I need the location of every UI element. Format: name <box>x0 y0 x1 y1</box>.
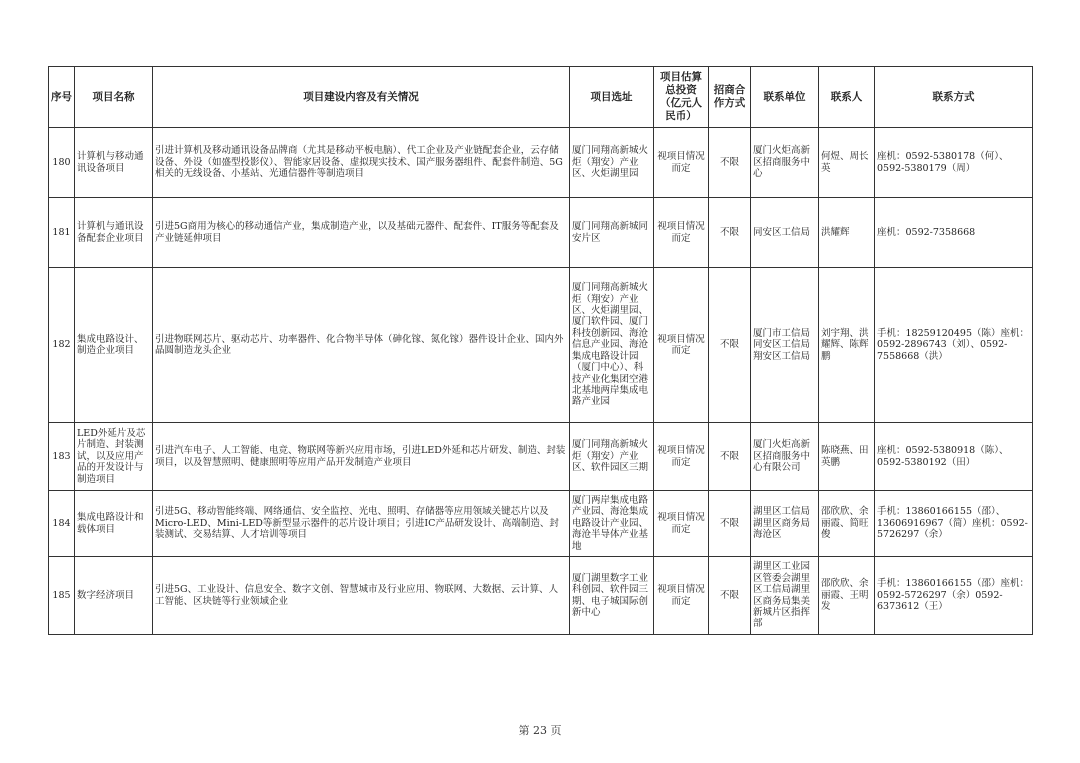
table-row <box>49 423 1033 491</box>
cell-name: 数字经济项目 <box>75 557 153 635</box>
cell-investment: 视项目情况而定 <box>654 198 709 268</box>
cell-unit: 厦门市工信局同安区工信局翔安区工信局 <box>751 268 819 423</box>
cell-investment: 视项目情况而定 <box>654 557 709 635</box>
cell-mode: 不限 <box>709 423 751 491</box>
cell-contact: 座机：0592-5380178（何）、0592-5380179（周） <box>875 128 1033 198</box>
page-number: 第 23 页 <box>518 724 562 737</box>
cell-unit: 厦门火炬高新区招商服务中心有限公司 <box>751 423 819 491</box>
cell-person: 邵欣欣、余丽霞、王明发 <box>819 557 875 635</box>
table-row <box>49 491 1033 557</box>
cell-person: 刘宇翔、洪耀辉、陈辉鹏 <box>819 268 875 423</box>
cell-no: 185 <box>49 557 75 635</box>
cell-site: 厦门同翔高新城火炬（翔安）产业区、软件园区三期 <box>570 423 654 491</box>
cell-name: 计算机与通讯设备配套企业项目 <box>75 198 153 268</box>
cell-contact: 座机：0592-7358668 <box>875 198 1033 268</box>
header-content: 项目建设内容及有关情况 <box>153 67 570 128</box>
cell-mode: 不限 <box>709 268 751 423</box>
cell-content: 引进5G、移动智能终端、网络通信、安全监控、光电、照明、存储器等应用领域关键芯片以及Micro-LED、Mini-LED等新型显示器件的芯片设计项目；引进IC产品研发设计、高端制造、封装测试、交易结算、人才培训等项目 <box>153 491 570 557</box>
cell-site: 厦门同翔高新城同安片区 <box>570 198 654 268</box>
cell-no: 183 <box>49 423 75 491</box>
cell-unit: 湖里区工业园区管委会湖里区工信局湖里区商务局集美新城片区指挥部 <box>751 557 819 635</box>
cell-contact: 手机：13860166155（邵）、13606916967（简）座机：0592-5726297（余） <box>875 491 1033 557</box>
table-row <box>49 268 1033 423</box>
cell-unit: 同安区工信局 <box>751 198 819 268</box>
header-contact: 联系方式 <box>875 67 1033 128</box>
cell-contact: 座机：0592-5380918（陈）、0592-5380192（田） <box>875 423 1033 491</box>
cell-site: 厦门同翔高新城火炬（翔安）产业区、火炬湖里园、厦门软件园、厦门科技创新园、海沧信息产业园、海沧集成电路设计园（厦门中心）、科技产业化集团空港北基地两岸集成电路产业园 <box>570 268 654 423</box>
cell-content: 引进5G商用为核心的移动通信产业，集成制造产业，以及基础元器件、配套件、IT服务等配套及产业链延伸项目 <box>153 198 570 268</box>
cell-mode: 不限 <box>709 128 751 198</box>
header-investment: 项目估算总投资（亿元人民币） <box>654 67 709 128</box>
cell-content: 引进汽车电子、人工智能、电竞、物联网等新兴应用市场，引进LED外延和芯片研发、制造、封装项目，以及智慧照明、健康照明等应用产品开发制造产业项目 <box>153 423 570 491</box>
cell-person: 洪耀辉 <box>819 198 875 268</box>
cell-site: 厦门同翔高新城火炬（翔安）产业区、火炬湖里园 <box>570 128 654 198</box>
cell-no: 181 <box>49 198 75 268</box>
cell-investment: 视项目情况而定 <box>654 491 709 557</box>
cell-mode: 不限 <box>709 198 751 268</box>
header-name: 项目名称 <box>75 67 153 128</box>
cell-name: LED外延片及芯片制造、封装测试，以及应用产品的开发设计与制造项目 <box>75 423 153 491</box>
cell-person: 邵欣欣、余丽霞、简旺俊 <box>819 491 875 557</box>
cell-person: 陈晓燕、田英鹏 <box>819 423 875 491</box>
cell-name: 集成电路设计、制造企业项目 <box>75 268 153 423</box>
cell-content: 引进物联网芯片、驱动芯片、功率器件、化合物半导体（砷化镓、氮化镓）器件设计企业、国内外晶圆制造龙头企业 <box>153 268 570 423</box>
cell-site: 厦门两岸集成电路产业园、海沧集成电路设计产业园、海沧半导体产业基地 <box>570 491 654 557</box>
table-row <box>49 557 1033 635</box>
cell-no: 182 <box>49 268 75 423</box>
cell-investment: 视项目情况而定 <box>654 128 709 198</box>
header-person: 联系人 <box>819 67 875 128</box>
table-row <box>49 128 1033 198</box>
cell-no: 184 <box>49 491 75 557</box>
header-unit: 联系单位 <box>751 67 819 128</box>
cell-content: 引进5G、工业设计、信息安全、数字文创、智慧城市及行业应用、物联网、大数据、云计算、人工智能、区块链等行业领域企业 <box>153 557 570 635</box>
cell-name: 集成电路设计和载体项目 <box>75 491 153 557</box>
cell-mode: 不限 <box>709 491 751 557</box>
header-mode: 招商合作方式 <box>709 67 751 128</box>
cell-person: 何煜、周长英 <box>819 128 875 198</box>
cell-investment: 视项目情况而定 <box>654 423 709 491</box>
table-row <box>49 198 1033 268</box>
cell-contact: 手机：18259120495（陈）座机：0592-2896743（刘）、0592-7558668（洪） <box>875 268 1033 423</box>
cell-no: 180 <box>49 128 75 198</box>
project-table <box>48 66 1033 635</box>
cell-unit: 厦门火炬高新区招商服务中心 <box>751 128 819 198</box>
cell-name: 计算机与移动通讯设备项目 <box>75 128 153 198</box>
cell-investment: 视项目情况而定 <box>654 268 709 423</box>
cell-unit: 湖里区工信局湖里区商务局海沧区 <box>751 491 819 557</box>
header-site: 项目选址 <box>570 67 654 128</box>
cell-mode: 不限 <box>709 557 751 635</box>
header-no: 序号 <box>49 67 75 128</box>
cell-content: 引进计算机及移动通讯设备品牌商（尤其是移动平板电脑）、代工企业及产业链配套企业，云存储设备、外设（如盛型投影仪）、智能家居设备、虚拟现实技术、国产服务器组件、配套件制造、5G相关的无线设备、小基站、光通信器件等制造项目 <box>153 128 570 198</box>
cell-contact: 手机：13860166155（邵）座机：0592-5726297（余）0592-6373612（王） <box>875 557 1033 635</box>
table-header-row <box>49 67 1033 128</box>
cell-site: 厦门湖里数字工业科创园、软件园三期、电子城国际创新中心 <box>570 557 654 635</box>
